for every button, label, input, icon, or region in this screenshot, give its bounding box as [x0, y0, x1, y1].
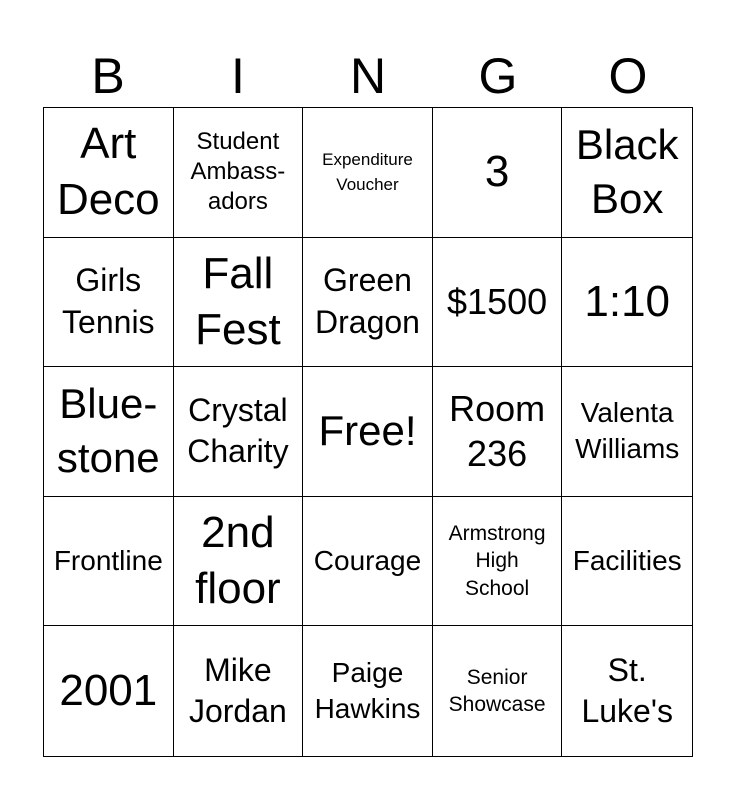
bingo-cell-g1[interactable]: 3: [433, 108, 563, 238]
bingo-cell-g3[interactable]: Room 236: [433, 367, 563, 497]
bingo-cell-g2[interactable]: $1500: [433, 238, 563, 368]
bingo-cell-b2[interactable]: Girls Tennis: [44, 238, 174, 368]
header-letter-i: I: [231, 48, 245, 104]
bingo-cell-b5[interactable]: 2001: [44, 626, 174, 756]
header-letter-b: B: [91, 48, 125, 104]
free-space[interactable]: Free!: [303, 367, 433, 497]
bingo-cell-n1[interactable]: Expenditure Voucher: [303, 108, 433, 238]
bingo-cell-i1[interactable]: Student Ambass- adors: [174, 108, 304, 238]
bingo-grid: [43, 107, 693, 757]
bingo-cell-i3[interactable]: Crystal Charity: [174, 367, 304, 497]
header-letter-o: O: [608, 48, 648, 104]
bingo-cell-n5[interactable]: Paige Hawkins: [303, 626, 433, 756]
bingo-cell-o4[interactable]: Facilities: [562, 497, 692, 627]
bingo-cell-o3[interactable]: Valenta Williams: [562, 367, 692, 497]
bingo-cell-i4[interactable]: 2nd floor: [174, 497, 304, 627]
header-letter-g: G: [478, 48, 518, 104]
bingo-cell-b3[interactable]: Blue- stone: [44, 367, 174, 497]
bingo-cell-g5[interactable]: Senior Showcase: [433, 626, 563, 756]
bingo-cell-g4[interactable]: Armstrong High School: [433, 497, 563, 627]
header-letter-n: N: [349, 48, 387, 104]
bingo-header: [43, 44, 693, 108]
bingo-cell-b4[interactable]: Frontline: [44, 497, 174, 627]
bingo-cell-o5[interactable]: St. Luke's: [581, 651, 673, 730]
bingo-cell-i2[interactable]: Fall Fest: [174, 238, 304, 368]
bingo-cell-b1[interactable]: Art Deco: [44, 108, 174, 238]
bingo-cell-i5[interactable]: Mike Jordan: [174, 626, 304, 756]
bingo-cell-o2[interactable]: 1:10: [562, 238, 692, 368]
bingo-cell-n4[interactable]: Courage: [303, 497, 433, 627]
bingo-cell-n2[interactable]: Green Dragon: [303, 238, 433, 368]
bingo-cell-o1[interactable]: Black Box: [562, 108, 692, 238]
